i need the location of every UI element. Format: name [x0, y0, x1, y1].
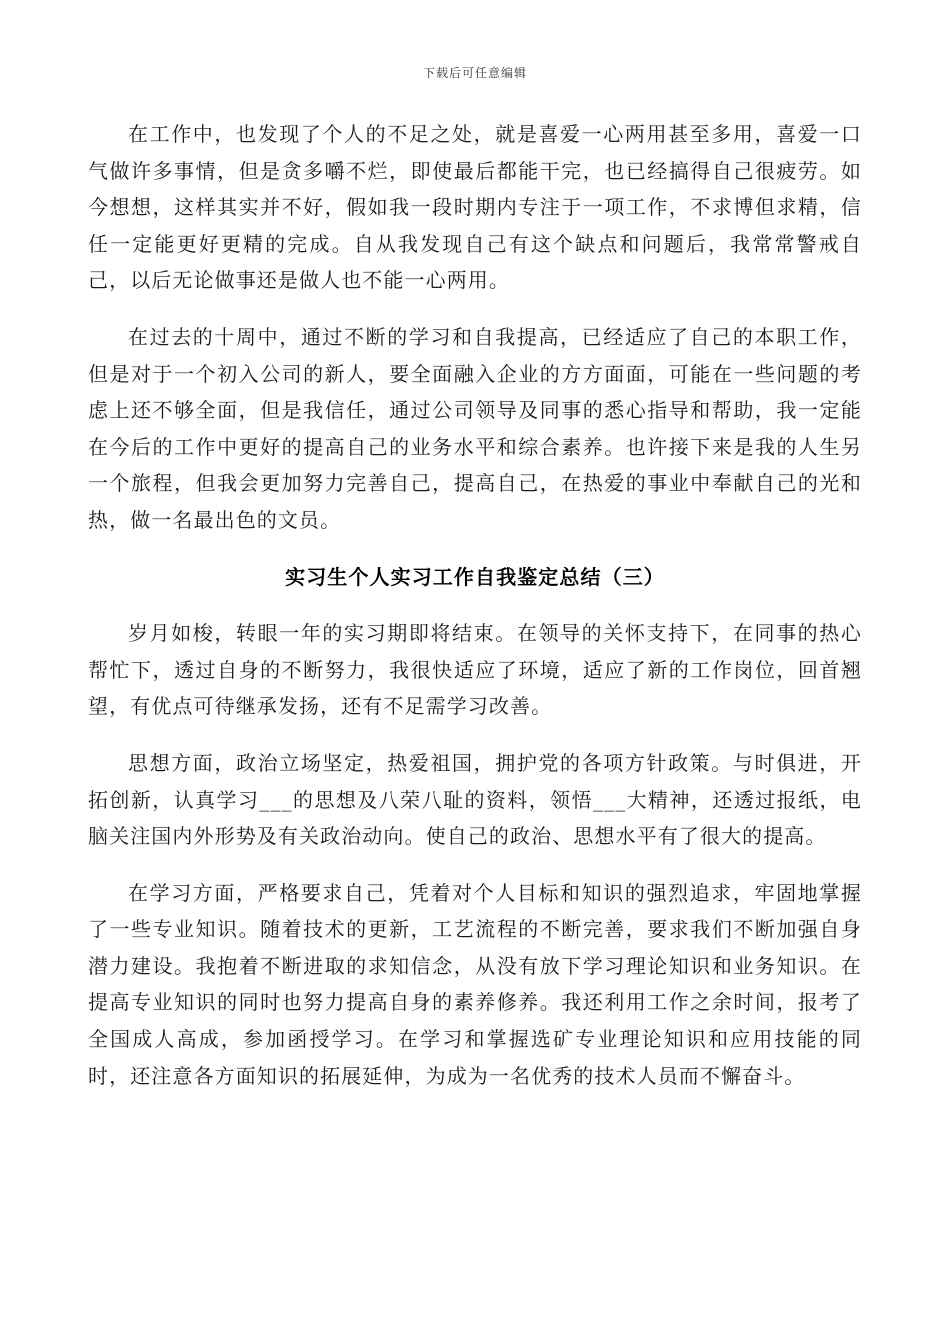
paragraph-internship-ending: 岁月如梭，转眼一年的实习期即将结束。在领导的关怀支持下，在同事的热心帮忙下，透过自身的不断努力，我很快适应了环境，适应了新的工作岗位，回首翘望，有优点可待继承发扬，还有不足需学习改善。 [88, 621, 862, 719]
paragraph-study: 在学习方面，严格要求自己，凭着对个人目标和知识的强烈追求，牢固地掌握了一些专业知识。随着技术的更新，工艺流程的不断完善，要求我们不断加强自身潜力建设。我抱着不断进取的求知信念，从没有放下学习理论知识和业务知识。在提高专业知识的同时也努力提高自身的素养修养。我还利用工作之余时间，报考了全国成人高成，参加函授学习。在学习和掌握选矿专业理论知识和应用技能的同时，还注意各方面知识的拓展延伸，为成为一名优秀的技术人员而不懈奋斗。 [88, 880, 862, 1088]
paragraph-shortcomings: 在工作中，也发现了个人的不足之处，就是喜爱一心两用甚至多用，喜爱一口气做许多事情，但是贪多嚼不烂，即使最后都能干完，也已经搞得自己很疲劳。如今想想，这样其实并不好，假如我一段时期内专注于一项工作，不求博但求精，信任一定能更好更精的完成。自从我发现自己有这个缺点和问题后，我常常警戒自己，以后无论做事还是做人也不能一心两用。 [88, 122, 862, 293]
paragraph-ten-weeks: 在过去的十周中，通过不断的学习和自我提高，已经适应了自己的本职工作，但是对于一个初入公司的新人，要全面融入企业的方方面面，可能在一些问题的考虑上还不够全面，但是我信任，通过公司领导及同事的悉心指导和帮助，我一定能在今后的工作中更好的提高自己的业务水平和综合素养。也许接下来是我的人生另一个旅程，但我会更加努力完善自己，提高自己，在热爱的事业中奉献自己的光和热，做一名最出色的文员。 [88, 324, 862, 532]
document-body [88, 116, 862, 1114]
section-title: 实习生个人实习工作自我鉴定总结（三） [285, 564, 665, 589]
page-header-note: 下载后可任意编辑 [422, 66, 527, 80]
paragraph-ideology: 思想方面，政治立场坚定，热爱祖国，拥护党的各项方针政策。与时俱进，开拓创新，认真学习___的思想及八荣八耻的资料，领悟___大精神，还透过报纸，电脑关注国内外形势及有关政治动向。使自己的政治、思想水平有了很大的提高。 [88, 750, 862, 849]
